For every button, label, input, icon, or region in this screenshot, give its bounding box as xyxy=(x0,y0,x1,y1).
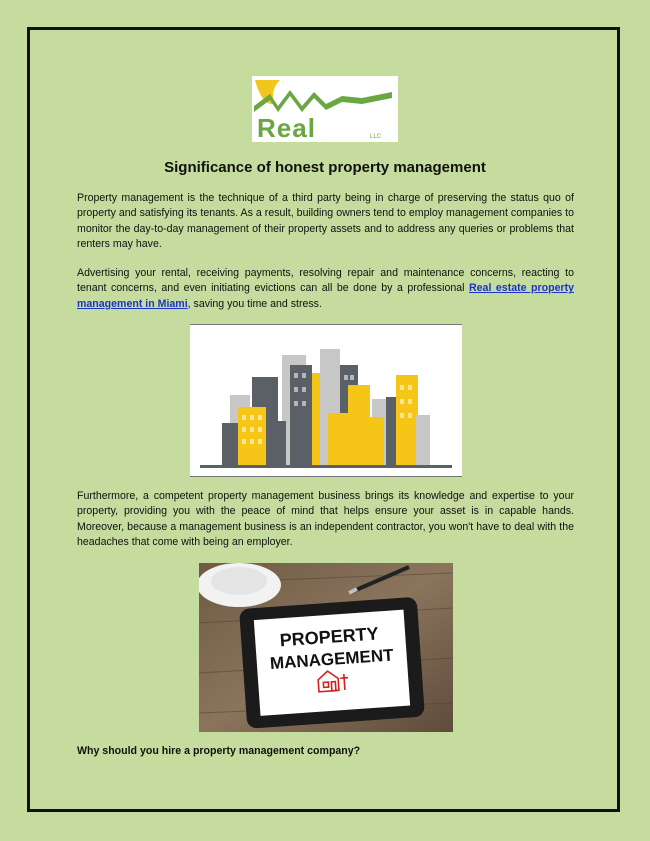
paragraph-services-text: Advertising your rental, receiving payments, resolving repair and maintenance concerns, reacting to tenant concerns, and even initiating evictions can all be done by a professional xyxy=(77,267,574,295)
company-logo xyxy=(252,76,398,142)
paragraph-intro: Property management is the technique of a third party being in charge of preserving the status quo of property and satisfying its tenants. As a result, building owners tend to employ management companies to monitor the day-to-day management of their property assets and to address any queries or problems that renters may have. xyxy=(77,192,574,251)
paragraph-expertise: Furthermore, a competent property management business brings its knowledge and expertise to your property, providing you with the peace of mind that helps ensure your asset is in capable hands. Moreover, because a management business is an independent contractor, you won't have to deal with the headaches that come with being an employer. xyxy=(77,490,574,549)
tablet-text-line1: PROPERTY xyxy=(279,623,380,651)
city-buildings-illustration xyxy=(190,324,462,477)
paragraph-services-tail: , saving you time and stress. xyxy=(187,297,322,310)
paragraph-services xyxy=(77,266,574,312)
miami-property-management-link[interactable]: Real estate property management in Miami xyxy=(77,282,575,310)
section-question: Why should you hire a property management company? xyxy=(77,745,361,757)
page-title: Significance of honest property management xyxy=(164,159,486,176)
property-management-tablet-photo xyxy=(199,563,453,732)
logo-word: Real xyxy=(257,113,316,142)
logo-suffix: LLC xyxy=(370,134,382,140)
tablet-text-line2: MANAGEMENT xyxy=(269,645,395,674)
